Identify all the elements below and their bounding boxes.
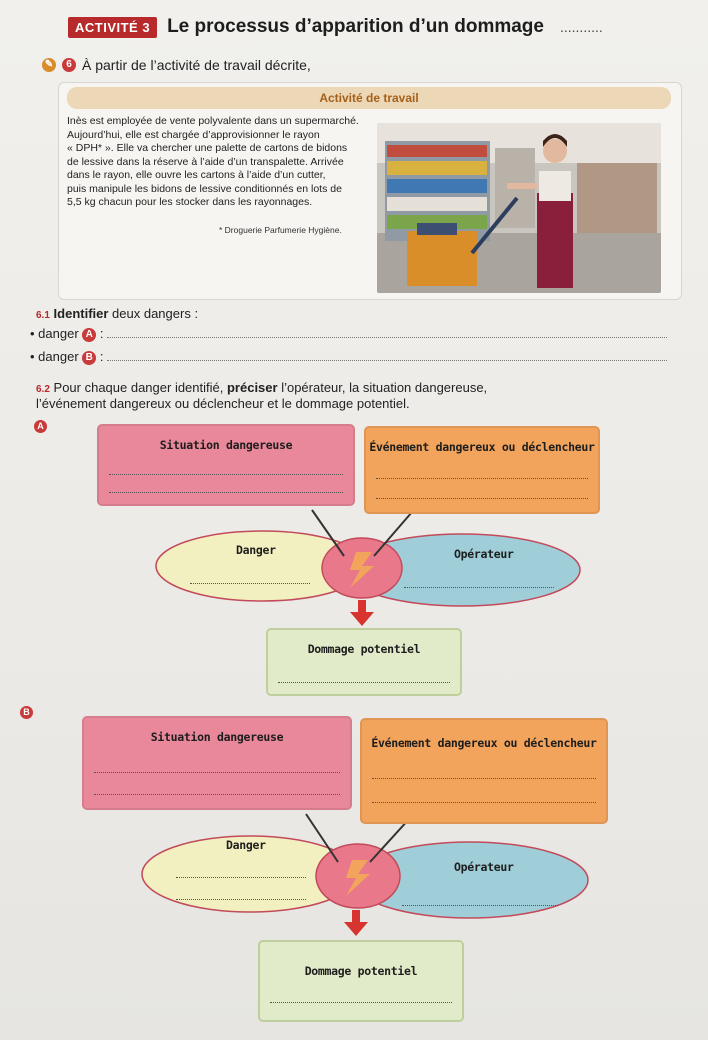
evenement-answer-line[interactable] [372,802,596,803]
dommage-title: Dommage potentiel [304,964,418,978]
situation-answer-line[interactable] [109,492,343,493]
danger-a-marker: A [82,328,96,342]
question-6-2-text: Pour chaque danger identifié, [49,380,227,395]
question-6-1-number: 6.1 [36,310,50,321]
danger-b-marker: B [82,351,96,365]
evenement-title: Événement dangereux ou déclencheur [371,736,597,750]
activity-badge: ACTIVITÉ 3 [68,17,157,38]
evenement-title: Événement dangereux ou déclencheur [369,440,595,454]
operateur-answer-line-a[interactable] [404,587,554,588]
question-number: 6 [62,58,76,72]
danger-answer-line-b[interactable] [176,877,306,878]
dommage-answer-line[interactable] [270,1002,452,1003]
activity-line: Aujourd’hui, elle est chargée d’approvisionner le rayon [67,128,320,141]
operateur-answer-line-b[interactable] [402,905,558,906]
evenement-answer-line[interactable] [376,498,588,499]
activity-line: 5,5 kg chacun pour les stocker dans les rayonnages. [67,196,313,208]
question-6-2-verb: préciser [226,380,278,395]
question-6-2-line2: l’événement dangereux ou déclencheur et le dommage potentiel. [36,396,410,411]
situation-answer-line[interactable] [109,474,343,475]
arrow-down-icon [344,922,368,936]
danger-colon: : [99,326,104,341]
dommage-answer-line[interactable] [278,682,450,683]
arrow-down-icon [350,612,374,626]
situation-title: Situation dangereuse [150,730,284,744]
activity-line: puis manipule les bidons de lessive conditionnés en lots de [67,182,342,195]
question-6-1-text: deux dangers : [108,306,199,321]
danger-label-b: Danger [226,838,266,852]
activity-line: dans le rayon, elle ouvre les cartons à l’aide d’un cutter, [67,169,326,181]
evenement-answer-line[interactable] [376,478,588,479]
danger-label: • danger [30,349,79,364]
dommage-box-a [266,628,462,696]
activity-footnote: * Droguerie Parfumerie Hygiène. [219,225,342,235]
operateur-label-a: Opérateur [454,547,514,561]
danger-answer-line-b[interactable] [176,899,306,900]
level-icon: ✎ [42,58,56,72]
activity-line: de lessive dans la réserve à l’aide d’un transpalette. Arrivée [67,155,344,168]
question-6-text: À partir de l’activité de travail décrite, [82,57,311,73]
dommage-box-b [258,940,464,1022]
operateur-label-b: Opérateur [454,860,514,874]
arrow-down-icon [358,600,366,614]
question-6-1-verb: Identifier [53,306,109,321]
danger-label: • danger [30,326,79,341]
situation-answer-line[interactable] [94,794,340,795]
arrow-down-icon [352,910,360,924]
dommage-title: Dommage potentiel [307,642,421,656]
activity-heading: Activité de travail [67,87,671,109]
situation-answer-line[interactable] [94,772,340,773]
page-title: Le processus d’apparition d’un dommage [167,16,544,37]
diagram-a-label: A [34,420,47,433]
question-6-2-text-end: l’opérateur, la situation dangereuse, [277,380,488,395]
evenement-box-a [364,426,600,514]
situation-box-a [97,424,355,506]
activity-line: « DPH* ». Elle va chercher une palette de cartons de bidons [67,142,348,154]
activity-line: Inès est employée de vente polyvalente dans un supermarché. [67,115,359,127]
situation-box-b [82,716,352,810]
danger-answer-line-a[interactable] [190,583,310,584]
danger-label-a: Danger [236,543,276,557]
title-dots: ........... [559,19,603,35]
evenement-answer-line[interactable] [372,778,596,779]
situation-title: Situation dangereuse [159,438,293,452]
danger-colon: : [99,349,104,364]
evenement-box-b [360,718,608,824]
diagram-b-label: B [20,706,33,719]
question-6-2-number: 6.2 [36,384,50,395]
